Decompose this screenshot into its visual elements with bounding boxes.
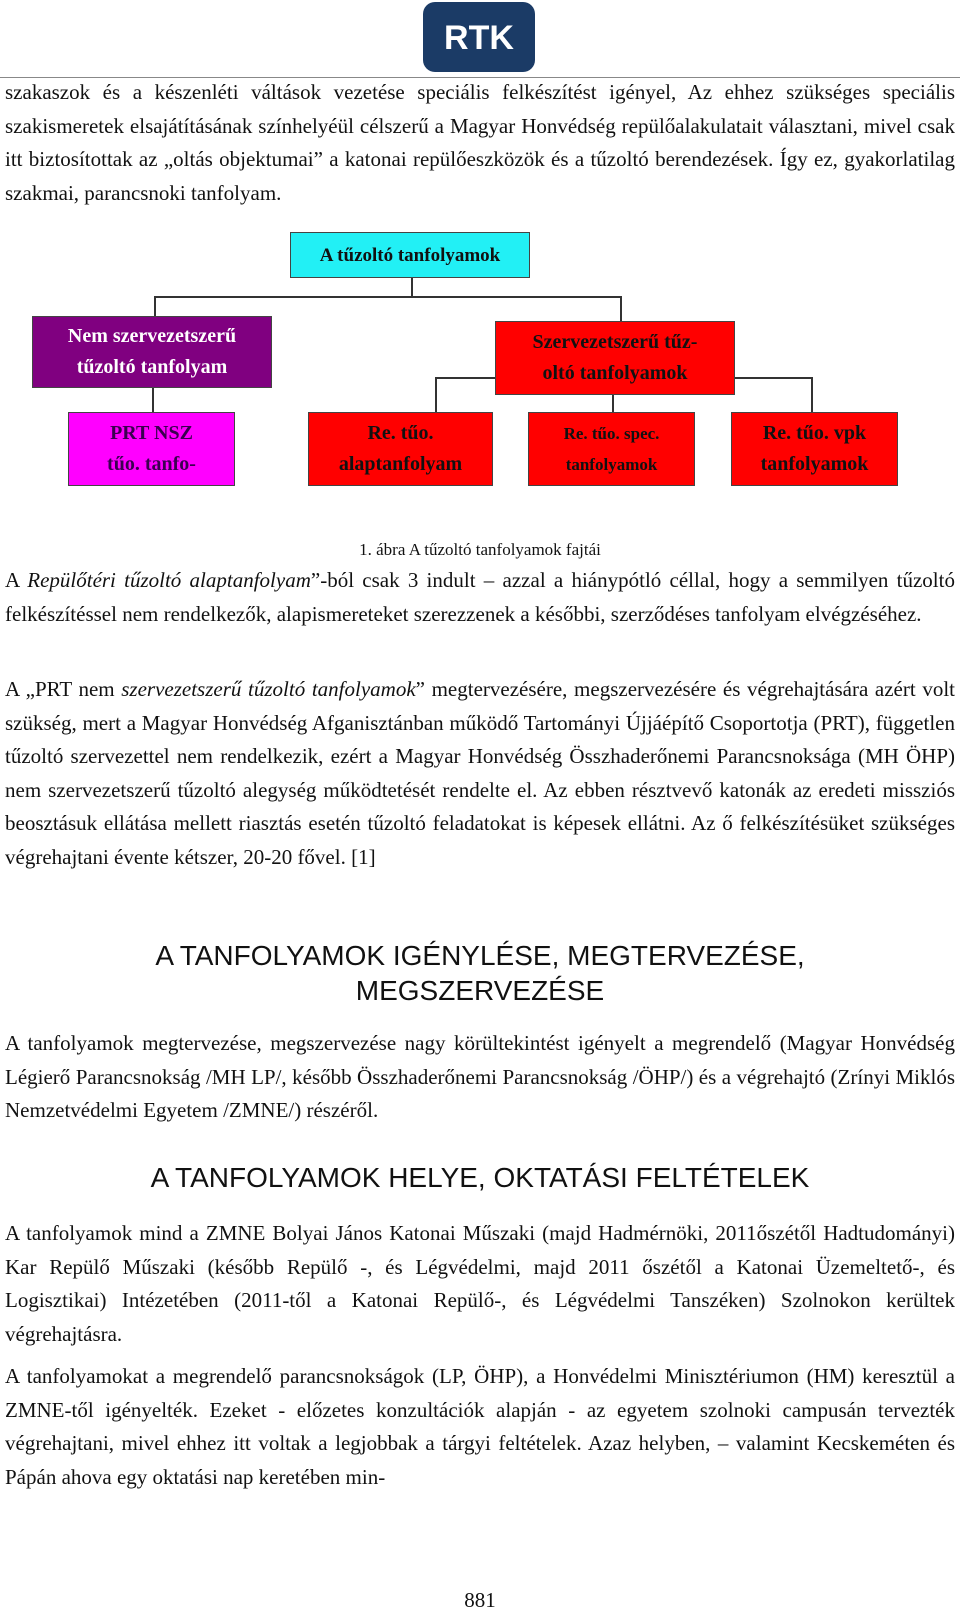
box-label-line1: Nem szervezetszerű bbox=[67, 325, 237, 347]
box-label-line2: oltó tanfolyamok bbox=[542, 362, 688, 384]
connector bbox=[435, 377, 437, 412]
paragraph-prt: A „PRT nem szervezetszerű tűzoltó tanfolyamok” megtervezésére, megszervezésére és végrehajtására azért volt szükség, mert a Magyar Honvédség Afganisztánban működő Tartományi Újjáépítő Csoportotja (PRT), független tűzoltó szervezettel nem rendelkezik, ezért a Magyar Honvédség Összhaderőnemi Parancsnoksága (MH ÖHP) nem szervezetszerű tűzoltó alegység működtetését rendelte el. Az ebben résztvevő katonák az eredeti missziós beosztásuk ellátása mellett riasztás esetén tűzoltó feladatokat is képesek ellátni. Az ő felkészítésüket szükséges végrehajtani évente kétszer, 20-20 fővel. [1] bbox=[5, 677, 955, 869]
connector bbox=[620, 296, 622, 321]
paragraph-igenyles: A tanfolyamokat a megrendelő parancsnokságok (LP, ÖHP), a Honvédelmi Minisztériumon (HM) keresztül a ZMNE-től igényelték. Ezeket - előzetes konzultációk alapján - az egyetem szolnoki campusán tervezték végrehajtani, mivel ehhez itt voltak a legjobbak a tárgyi feltételek. Azaz helyben, – valamint Kecskeméten és Pápán ahova egy oktatási nap keretében min- bbox=[5, 1364, 955, 1489]
heading-helye: A TANFOLYAMOK HELYE, OKTATÁSI FELTÉTELEK bbox=[150, 1162, 810, 1193]
box-label-line1: PRT NSZ bbox=[110, 422, 193, 444]
rtk-logo bbox=[423, 2, 535, 72]
box-label-line1: Re. tűo. vpk bbox=[762, 422, 867, 444]
connector bbox=[152, 388, 154, 412]
box-label-line2: tűzoltó tanfolyam bbox=[76, 356, 228, 378]
box-label-line1: Re. tűo. bbox=[367, 422, 434, 444]
diagram-nem-szervezetszeru-box bbox=[32, 316, 272, 388]
box-label-line2: tanfolyamok bbox=[760, 453, 869, 475]
connector bbox=[154, 296, 622, 298]
diagram-root-box bbox=[290, 232, 530, 278]
connector bbox=[154, 296, 156, 316]
diagram-root-label: A tűzoltó tanfolyamok bbox=[319, 244, 501, 266]
connector bbox=[811, 377, 813, 412]
connector bbox=[411, 278, 413, 298]
paragraph-helye: A tanfolyamok mind a ZMNE Bolyai János Katonai Műszaki (majd Hadmérnöki, 2011őszétől Hadtudományi) Kar Repülő Műszaki (később Repülő -, és Légvédelmi, majd 2011 őszétől a Katonai Üzemeltető-, és Logisztikai) Intézetében (2011-től a Katonai Repülő-, és Légvédelmi Tanszéken) Szolnokon kerültek végrehajtásra. bbox=[5, 1221, 955, 1346]
diagram-spec-box bbox=[528, 412, 695, 486]
diagram-vpk-box bbox=[731, 412, 898, 486]
box-label-line1: Szervezetszerű tűz- bbox=[532, 331, 698, 353]
page-number: 881 bbox=[464, 1588, 496, 1612]
box-label-line1: Re. tűo. spec. bbox=[563, 424, 660, 443]
diagram-prt-box bbox=[68, 412, 235, 486]
diagram-szervezetszeru-box bbox=[495, 321, 735, 395]
paragraph-intro: szakaszok és a készenléti váltások vezetése speciális felkészítést igényel, Az ehhez szükséges speciális szakismeretek elsajátításának színhelyéül célszerű a Magyar Honvédség repülőalakulatait választani, mivel csak itt biztosítottak az „oltás objektumai” a katonai repülőeszközök és a tűzoltó berendezések. Így ez, gyakorlatilag szakmai, parancsnoki tanfolyam. bbox=[5, 80, 955, 205]
box-label-line2: tűo. tanfo- bbox=[107, 453, 196, 475]
box-label-line2: alaptanfolyam bbox=[338, 453, 463, 475]
paragraph-alaptanfolyam: A Repülőtéri tűzoltó alaptanfolyam”-ból csak 3 indult – azzal a hiánypótló céllal, hogy a semmilyen tűzoltó felkészítéssel nem rendelkezők, alapismereteket szerezzenek a későbbi, szerződéses tanfolyam elvégzéséhez. bbox=[5, 568, 955, 626]
heading-igenylese: A TANFOLYAMOK IGÉNYLÉSE, MEGTERVEZÉSE, MEGSZERVEZÉSE bbox=[155, 940, 805, 1006]
connector bbox=[612, 395, 614, 412]
paragraph-megtervezes: A tanfolyamok megtervezése, megszervezése nagy körültekintést igényelt a megrendelő (Magyar Honvédség Légierő Parancsnokság /MH LP/, később Összhaderőnemi Parancsnokság /ÖHP/) és a végrehajtó (Zrínyi Miklós Nemzetvédelmi Egyetem /ZMNE/) részéről. bbox=[5, 1031, 955, 1122]
logo-text: RTK bbox=[444, 19, 514, 57]
connector bbox=[435, 377, 495, 379]
connector bbox=[735, 377, 813, 379]
diagram-alaptanfolyam-box bbox=[308, 412, 493, 486]
figure-caption: 1. ábra A tűzoltó tanfolyamok fajtái bbox=[359, 540, 601, 559]
box-label-line2: tanfolyamok bbox=[565, 455, 658, 474]
